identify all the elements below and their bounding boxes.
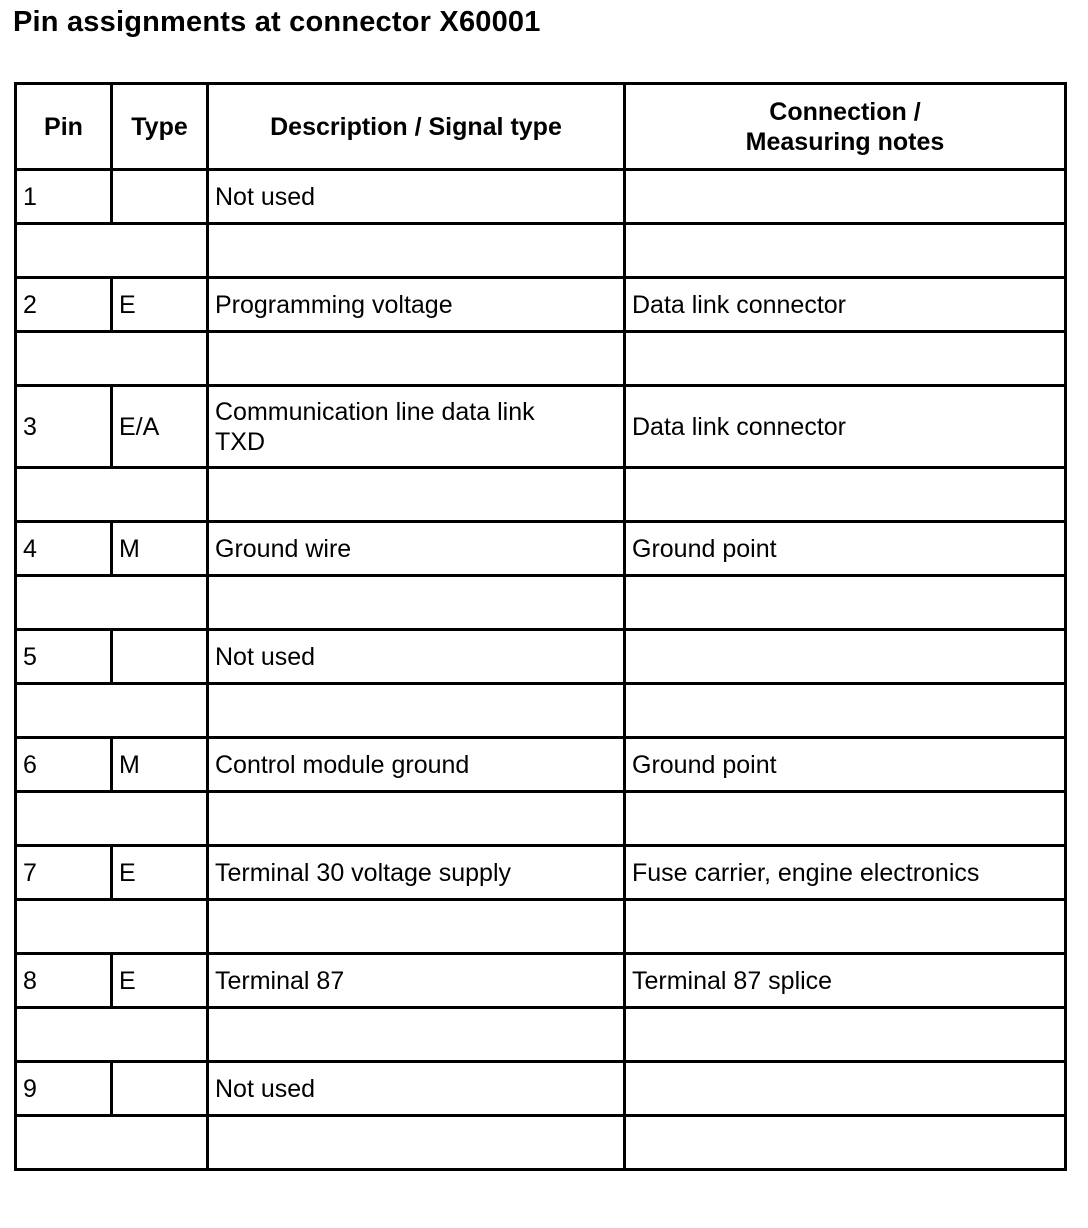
cell-description: Not used [208,170,625,224]
cell-pin: 4 [16,522,112,576]
empty-cell [112,1008,208,1062]
cell-type: M [112,522,208,576]
empty-cell [16,900,112,954]
table-subrow [16,1008,1066,1062]
cell-type [112,630,208,684]
cell-description: Terminal 87 [208,954,625,1008]
cell-connection: Data link connector [625,386,1066,468]
table-subrow [16,792,1066,846]
table-subrow [16,468,1066,522]
cell-description: Not used [208,1062,625,1116]
table-body [16,170,1066,1170]
cell-pin: 7 [16,846,112,900]
cell-connection: Ground point [625,522,1066,576]
empty-cell [112,576,208,630]
cell-type: E [112,278,208,332]
cell-pin: 9 [16,1062,112,1116]
header-connection [625,84,1066,170]
empty-cell [625,576,1066,630]
cell-type: E/A [112,386,208,468]
cell-connection: Ground point [625,738,1066,792]
pin-assignment-table [14,82,1067,1171]
cell-type: E [112,954,208,1008]
empty-cell [625,332,1066,386]
table-subrow [16,684,1066,738]
cell-connection: Fuse carrier, engine electronics [625,846,1066,900]
table-subrow [16,900,1066,954]
cell-pin: 6 [16,738,112,792]
cell-type: E [112,846,208,900]
empty-cell [16,684,112,738]
empty-cell [16,468,112,522]
header-row [16,84,1066,170]
cell-connection [625,630,1066,684]
empty-cell [208,468,625,522]
empty-cell [16,224,112,278]
cell-type [112,170,208,224]
cell-pin: 3 [16,386,112,468]
empty-cell [208,1116,625,1170]
empty-cell [625,224,1066,278]
cell-description: Communication line data link TXD [208,386,625,468]
empty-cell [16,576,112,630]
table-row [16,522,1066,576]
cell-connection: Data link connector [625,278,1066,332]
table-row [16,1062,1066,1116]
empty-cell [16,1116,112,1170]
table-row [16,386,1066,468]
empty-cell [16,1008,112,1062]
header-pin: Pin [16,84,112,170]
empty-cell [625,1116,1066,1170]
table-subrow [16,1116,1066,1170]
empty-cell [625,1008,1066,1062]
empty-cell [208,224,625,278]
empty-cell [208,684,625,738]
empty-cell [112,900,208,954]
header-type: Type [112,84,208,170]
empty-cell [16,792,112,846]
empty-cell [625,792,1066,846]
empty-cell [112,684,208,738]
table-row [16,738,1066,792]
empty-cell [112,792,208,846]
empty-cell [112,224,208,278]
table-subrow [16,332,1066,386]
cell-connection: Terminal 87 splice [625,954,1066,1008]
cell-description: Programming voltage [208,278,625,332]
empty-cell [208,792,625,846]
cell-connection [625,1062,1066,1116]
cell-pin: 5 [16,630,112,684]
cell-connection [625,170,1066,224]
table-row [16,954,1066,1008]
table-row [16,846,1066,900]
empty-cell [112,468,208,522]
empty-cell [112,332,208,386]
cell-description: Control module ground [208,738,625,792]
cell-type [112,1062,208,1116]
cell-description: Not used [208,630,625,684]
page-title: Pin assignments at connector X60001 [13,6,541,38]
cell-description: Terminal 30 voltage supply [208,846,625,900]
table-row [16,170,1066,224]
header-connection-text: Connection / Measuring notes [745,97,945,156]
empty-cell [208,332,625,386]
cell-pin: 2 [16,278,112,332]
empty-cell [208,1008,625,1062]
empty-cell [625,684,1066,738]
table-row [16,278,1066,332]
empty-cell [16,332,112,386]
empty-cell [208,576,625,630]
cell-pin: 8 [16,954,112,1008]
empty-cell [112,1116,208,1170]
cell-pin: 1 [16,170,112,224]
empty-cell [625,900,1066,954]
header-description: Description / Signal type [208,84,625,170]
table-row [16,630,1066,684]
cell-description: Ground wire [208,522,625,576]
cell-type: M [112,738,208,792]
empty-cell [625,468,1066,522]
table-subrow [16,576,1066,630]
table-subrow [16,224,1066,278]
empty-cell [208,900,625,954]
